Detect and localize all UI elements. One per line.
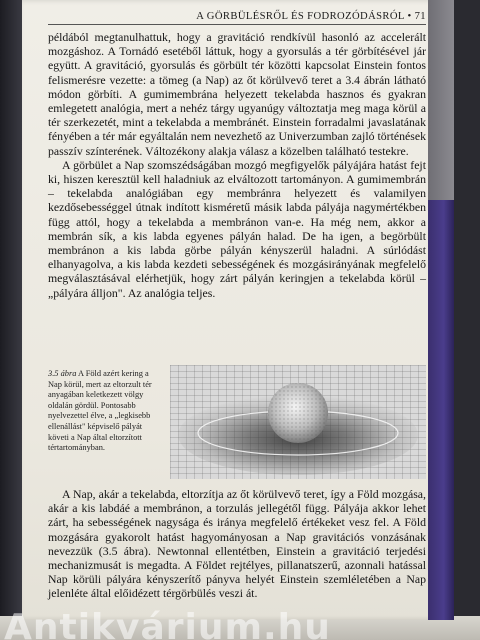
book-page (22, 0, 454, 620)
curved-spacetime-illustration (170, 365, 426, 479)
cover-gray-band (428, 0, 454, 200)
figure-number: 3.5 ábra (48, 369, 77, 378)
paragraph-3: A Nap, akár a tekelabda, eltorzítja az őt körülvevő teret, így a Föld mozgása, akár a kis labdáé a membránon, a torzulás jellegétől függ. Pályája akkor lehet zárt, ha sebességének nagysága és iránya megfelelő értékeket vesz fel. A Föld mozgására gyakorolt hatást hagyományosan a Nap gravitációs vonzásának nevezzük (3.5 ábra). Newtonnal ellentétben, Einstein a gravitáció terjedési mechanizmusát is megadta. A Földet rejtélyes, pillanatszerű, azonnali hatással Nap körüli pályára kényszerítő pányva helyét Einstein szemléletében a Nap jelenléte által előidézett térgörbülés veszi át. (48, 487, 426, 601)
paragraph-1: példából megtanulhattuk, hogy a gravitáció rendkívül hasonló az accelerált mozgáshoz. A Tornádó esetéből láttuk, hogy a gyorsulás a tér görbítésével jár együtt. A gravitáció, gyorsulás és görbült tér közötti kapcsolat Einstein fontos felismerésre vezette: a tömeg (a Nap) az őt körülvevő teret a 3.4 ábrán látható módon görbíti. A gumimembrána helyezett tekelabda hasznos és gyakran emlegetett analógia, mert a nehéz tárgy ugyanúgy változtatja meg maga körül a tér szerkezetét, mint a tekelabda a membránét. Einstein forradalmi javaslatának fényében a tér már egyáltalán nem nevezhető az Univerzumban zajló történések passzív színterének. Változékony alakja válasz a közelben található testekre. (48, 30, 426, 158)
figure-caption (48, 369, 162, 454)
running-head: A GÖRBÜLÉSRŐL ÉS FODROZÓDÁSRÓL • 71 (48, 11, 426, 25)
figure-caption-text: A Föld azért kering a Nap körül, mert az eltorzult tér anyagában keletkezett völgy oldalán gördül. Pontosabb nyelvezettel élve, a „legkisebb ellenállást" képviselő pályát követi a Nap által eltorzított tértartományban. (48, 369, 152, 453)
after-figure-text (48, 487, 426, 601)
watermark: Antikvárium.hu (4, 607, 331, 640)
background-left (0, 0, 22, 640)
paragraph-2: A görbület a Nap szomszédságában mozgó megfigyelők pályájára hatást fejt ki, hiszen keresztül kell haladniuk az elváltozott tartományon. A gumimembrán – tekelabda analógiában egy membránra helyezett és valamilyen kezdősebességgel útnak indított kisméretű másik labda pályája nagymértékben függ attól, hogy a tekelabda a membránon van-e. Ha még nem, akkor a membrán sík, a kis labda egyenes pályán halad. De ha igen, a begörbült membránon a kis labda görbe pályán kényszerül haladni. A súrlódást elhanyagolva, a kis labda kezdeti sebességének és mozgásirányának megfelelő megválasztásával elérhetjük, hogy zárt pályán keringjen a tekelabda körül – „pályára álljon". Az analógia teljes. (48, 157, 426, 300)
figure-3-5 (48, 367, 426, 477)
book-cover-edge (428, 0, 454, 620)
body-text (48, 30, 426, 300)
